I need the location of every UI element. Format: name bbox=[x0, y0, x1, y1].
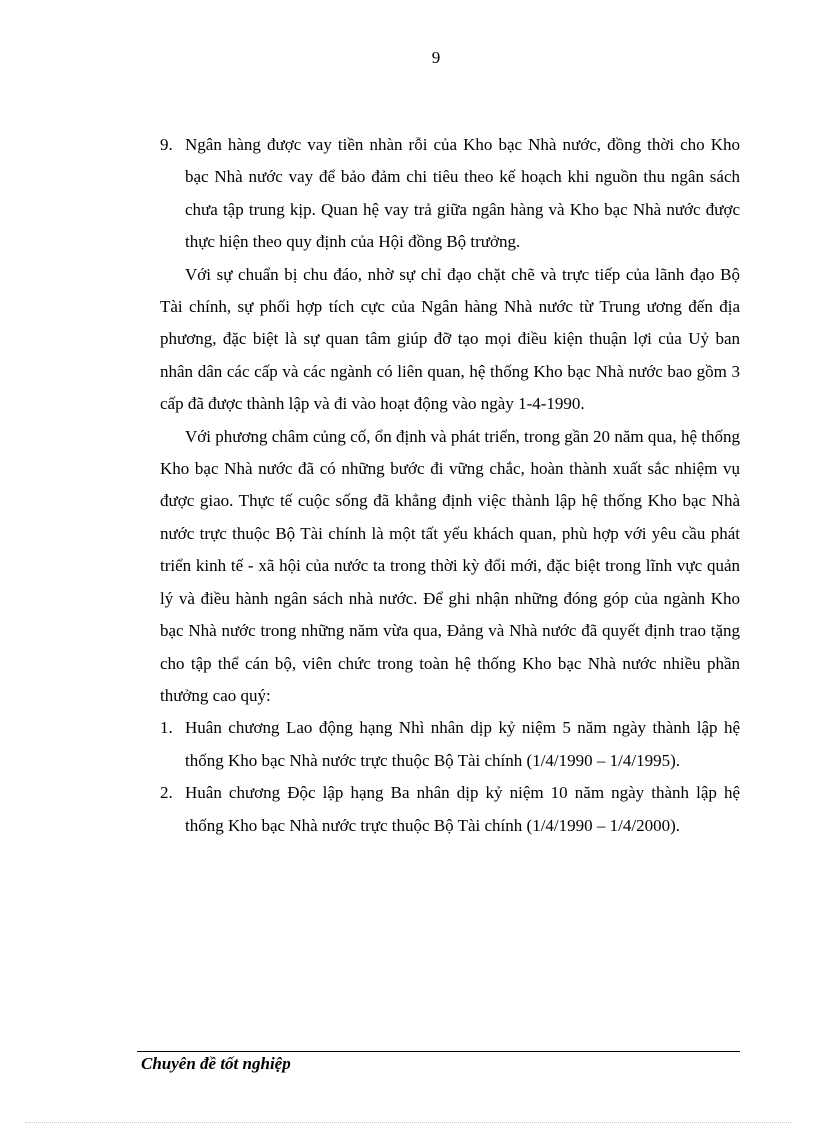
award-item-2 bbox=[160, 777, 740, 842]
list-item-number: 9. bbox=[160, 135, 173, 154]
list-item-9 bbox=[160, 129, 740, 259]
list-item-text: Ngân hàng được vay tiền nhàn rỗi của Kho bạc Nhà nước, đồng thời cho Kho bạc Nhà nước vay để bảo đảm chi tiêu theo kế hoạch khi nguồn thu ngân sách chưa tập trung kịp. Quan hệ vay trả giữa ngân hàng và Kho bạc Nhà nước được thực hiện theo quy định của Hội đồng Bộ trưởng. bbox=[185, 135, 740, 252]
page-number: 9 bbox=[431, 48, 441, 67]
paragraph: Với sự chuẩn bị chu đáo, nhờ sự chỉ đạo chặt chẽ và trực tiếp của lãnh đạo Bộ Tài chính, sự phối hợp tích cực của Ngân hàng Nhà nước từ Trung ương đến địa phương, đặc biệt là sự quan tâm giúp đỡ tạo mọi điều kiện thuận lợi của Uỷ ban nhân dân các cấp và các ngành có liên quan, hệ thống Kho bạc Nhà nước bao gồm 3 cấp đã được thành lập và đi vào hoạt động vào ngày 1-4-1990. bbox=[160, 264, 740, 414]
list-item-number: 2. bbox=[160, 783, 173, 803]
paragraph: Với phương châm củng cố, ổn định và phát triển, trong gần 20 năm qua, hệ thống Kho bạc Nhà nước đã có những bước đi vững chắc, hoàn thành xuất sắc nhiệm vụ được giao. Thực tế cuộc sống đã khẳng định việc thành lập hệ thống Kho bạc Nhà nước trực thuộc Bộ Tài chính là một tất yếu khách quan, phù hợp với yêu cầu phát triển kinh tế - xã hội của nước ta trong thời kỳ đổi mới, đặc biệt trong lĩnh vực quản lý và điều hành ngân sách nhà nước. Để ghi nhận những đóng góp của ngành Kho bạc Nhà nước trong những năm vừa qua, Đảng và Nhà nước đã quyết định trao tặng cho tập thể cán bộ, viên chức trong toàn hệ thống Kho bạc Nhà nước nhiều phần thưởng cao quý: bbox=[160, 426, 740, 705]
list-item-number: 1. bbox=[160, 718, 173, 738]
list-item-text: Huân chương Lao động hạng Nhì nhân dịp kỷ niệm 5 năm ngày thành lập hệ thống Kho bạc Nhà nước trực thuộc Bộ Tài chính (1/4/1990 – 1/4/1995). bbox=[185, 718, 740, 770]
footer-title: Chuyên đề tốt nghiệp bbox=[141, 1054, 291, 1073]
award-item-1 bbox=[160, 712, 740, 777]
list-item-text: Huân chương Độc lập hạng Ba nhân dịp kỷ niệm 10 năm ngày thành lập hệ thống Kho bạc Nhà nước trực thuộc Bộ Tài chính (1/4/1990 – 1/4/2000). bbox=[185, 783, 740, 835]
document-body bbox=[160, 129, 740, 842]
